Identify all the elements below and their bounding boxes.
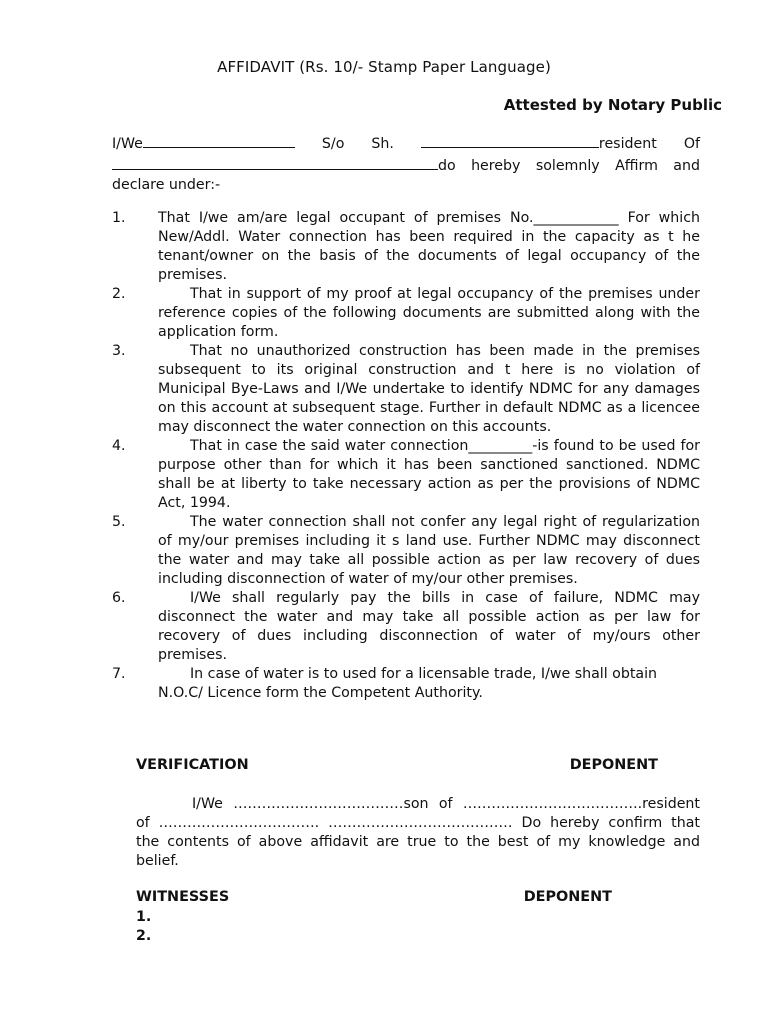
item-text: In case of water is to used for a licensable trade, I/we shall obtain N.O.C/ Licence form the Competent Authority.: [158, 666, 658, 701]
item-number: 1.: [112, 210, 126, 226]
intro-of: Of: [683, 136, 700, 152]
deponent-label: DEPONENT: [523, 889, 612, 905]
witnesses-list: [136, 908, 151, 946]
witnesses-header-row: [136, 889, 612, 905]
intro-line-1: [112, 133, 700, 155]
list-item: [112, 665, 700, 703]
item-text: I/We shall regularly pay the bills in case of failure, NDMC may disconnect the water and may take all possible action as per law for recovery of dues including disconnection of water of my/ours other premises.: [158, 590, 700, 663]
intro-resident: resident: [421, 133, 657, 155]
witness-line-1: 1.: [136, 909, 152, 925]
intro-paragraph: [112, 133, 700, 196]
intro-affirm: Affirm: [615, 157, 658, 174]
intro-and: and: [673, 157, 700, 174]
witness-line-2: 2.: [136, 928, 152, 944]
intro-iwe: I/We: [112, 133, 295, 155]
list-item: [112, 513, 700, 589]
item-text: That in support of my proof at legal occupancy of the premises under reference copies of the following documents are submitted along with the application form.: [158, 286, 700, 340]
list-item: [112, 342, 700, 437]
item-text: That I/we am/are legal occupant of premises No.____________ For which New/Addl. Water connection has been required in the capacity as t he tenant/owner on the basis of the documents of legal occupancy of the premises.: [158, 210, 700, 283]
list-item: [112, 209, 700, 285]
witnesses-heading: WITNESSES: [136, 889, 230, 905]
item-number: 7.: [112, 666, 126, 682]
verification-heading: VERIFICATION: [136, 757, 249, 773]
address-blank: [112, 155, 438, 170]
name-blank: [143, 133, 295, 148]
intro-solemnly: solemnly: [535, 157, 600, 174]
list-item: [112, 285, 700, 342]
intro-line-3: declare under:-: [112, 177, 221, 193]
item-number: 6.: [112, 590, 126, 606]
attested-note: Attested by Notary Public: [503, 96, 722, 114]
deponent-label: DEPONENT: [569, 757, 658, 773]
item-number: 2.: [112, 286, 126, 302]
document-title: AFFIDAVIT (Rs. 10/- Stamp Paper Language): [217, 58, 551, 76]
list-item: [112, 589, 700, 665]
item-text: That in case the said water connection_________-is found to be used for purpose other than for which it has been sanctioned sanctioned. NDMC shall be at liberty to take necessary action as per the provisions of NDMC Act, 1994.: [158, 438, 700, 511]
intro-so: S/o: [321, 136, 345, 152]
verification-header-row: [136, 757, 658, 773]
item-text: That no unauthorized construction has been made in the premises subsequent to its original construction and t here is no violation of Municipal Bye-Laws and I/We undertake to identify NDMC for any damages on this account at subsequent stage. Further in default NDMC as a licencee may disconnect the water connection on this accounts.: [158, 343, 700, 435]
verification-text: I/We ………………………………son of ………………………………..resident of ……………………………. ………………………………… Do hereby confirm that the contents of above affidavit are true to the best of my knowledge and belief.: [136, 796, 700, 869]
intro-hereby: hereby: [471, 157, 521, 174]
intro-sh: Sh.: [371, 136, 394, 152]
affidavit-items: [112, 209, 700, 703]
intro-line-2: [112, 155, 700, 177]
verification-paragraph: [136, 795, 700, 871]
item-number: 4.: [112, 438, 126, 454]
item-number: 5.: [112, 514, 126, 530]
father-name-blank: [421, 133, 599, 148]
list-item: [112, 437, 700, 513]
item-text: The water connection shall not confer any legal right of regularization of my/our premises including it s land use. Further NDMC may disconnect the water and may take all possible action as per law recovery of dues including disconnection of water of my/our other premises.: [158, 514, 700, 587]
item-number: 3.: [112, 343, 126, 359]
intro-do: do: [112, 155, 456, 177]
